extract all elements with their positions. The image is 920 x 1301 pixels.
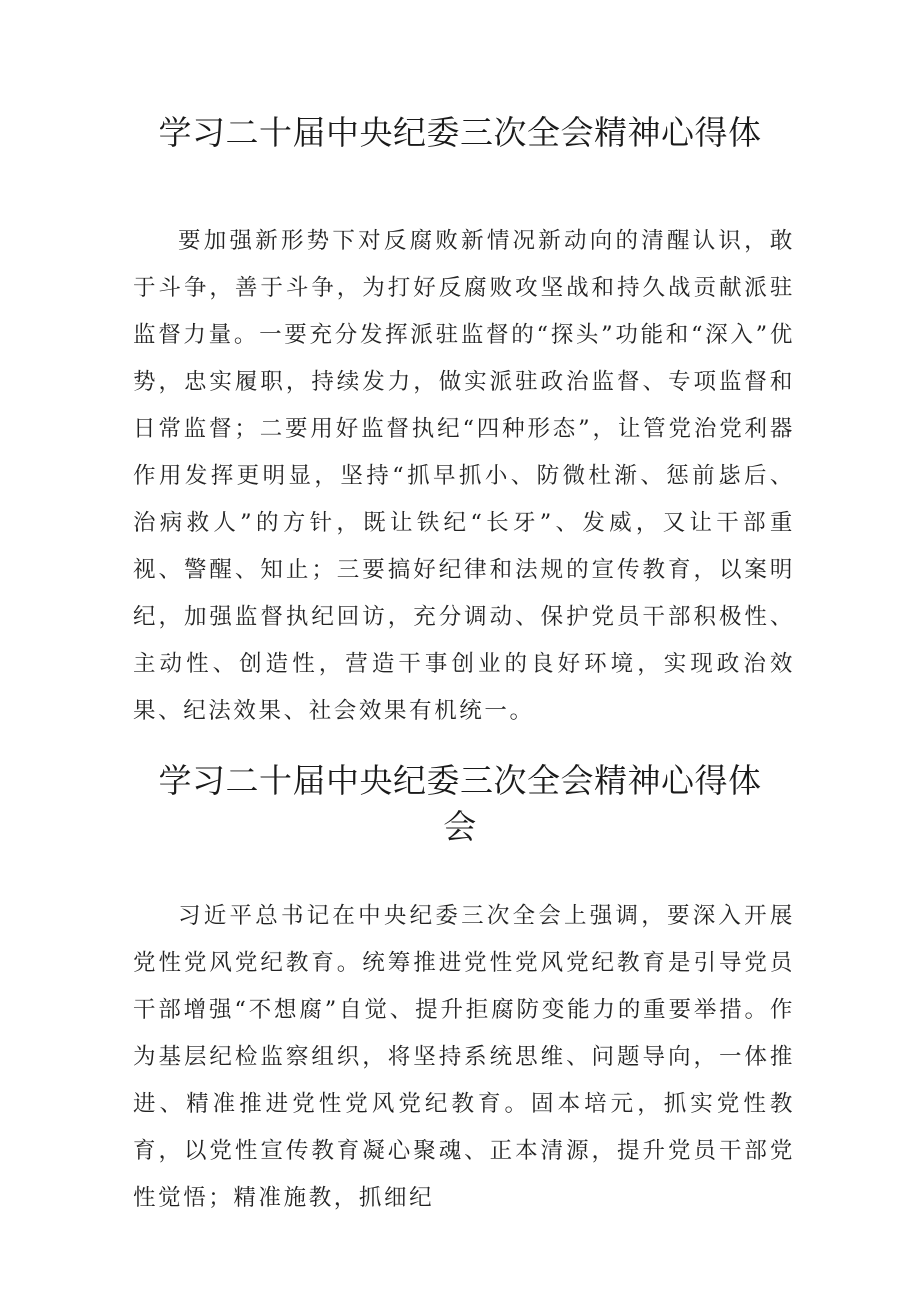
section-1-title: 学习二十届中央纪委三次全会精神心得体 (158, 113, 762, 152)
section-2-title-line-1: 学习二十届中央纪委三次全会精神心得体 (158, 761, 762, 800)
section-2-title (0, 758, 920, 850)
section-2-title-line-2: 会 (443, 807, 477, 846)
section-1-body: 要加强新形势下对反腐败新情况新动向的清醒认识，敢于斗争，善于斗争，为打好反腐败攻坚战和持久战贡献派驻监督力量。一要充分发挥派驻监督的“探头”功能和“深入”优势，忠实履职，持续发力，做实派驻政治监督、专项监督和日常监督；二要用好监督执纪“四种形态”，让管党治党利器作用发挥更明显，坚持“抓早抓小、防微杜渐、惩前毖后、治病救人”的方针，既让铁纪“长牙”、发威，又让干部重视、警醒、知止；三要搞好纪律和法规的宣传教育，以案明纪，加强监督执纪回访，充分调动、保护党员干部积极性、主动性、创造性，营造干事创业的良好环境，实现政治效果、纪法效果、社会效果有机统一。 (133, 228, 795, 724)
section-2-body: 习近平总书记在中央纪委三次全会上强调，要深入开展党性党风党纪教育。统筹推进党性党风党纪教育是引导党员干部增强“不想腐”自觉、提升拒腐防变能力的重要举措。作为基层纪检监察组织，将坚持系统思维、问题导向，一体推进、精准推进党性党风党纪教育。固本培元，抓实党性教育，以党性宣传教育凝心聚魂、正本清源，提升党员干部党性觉悟；精准施教，抓细纪 (133, 903, 795, 1211)
